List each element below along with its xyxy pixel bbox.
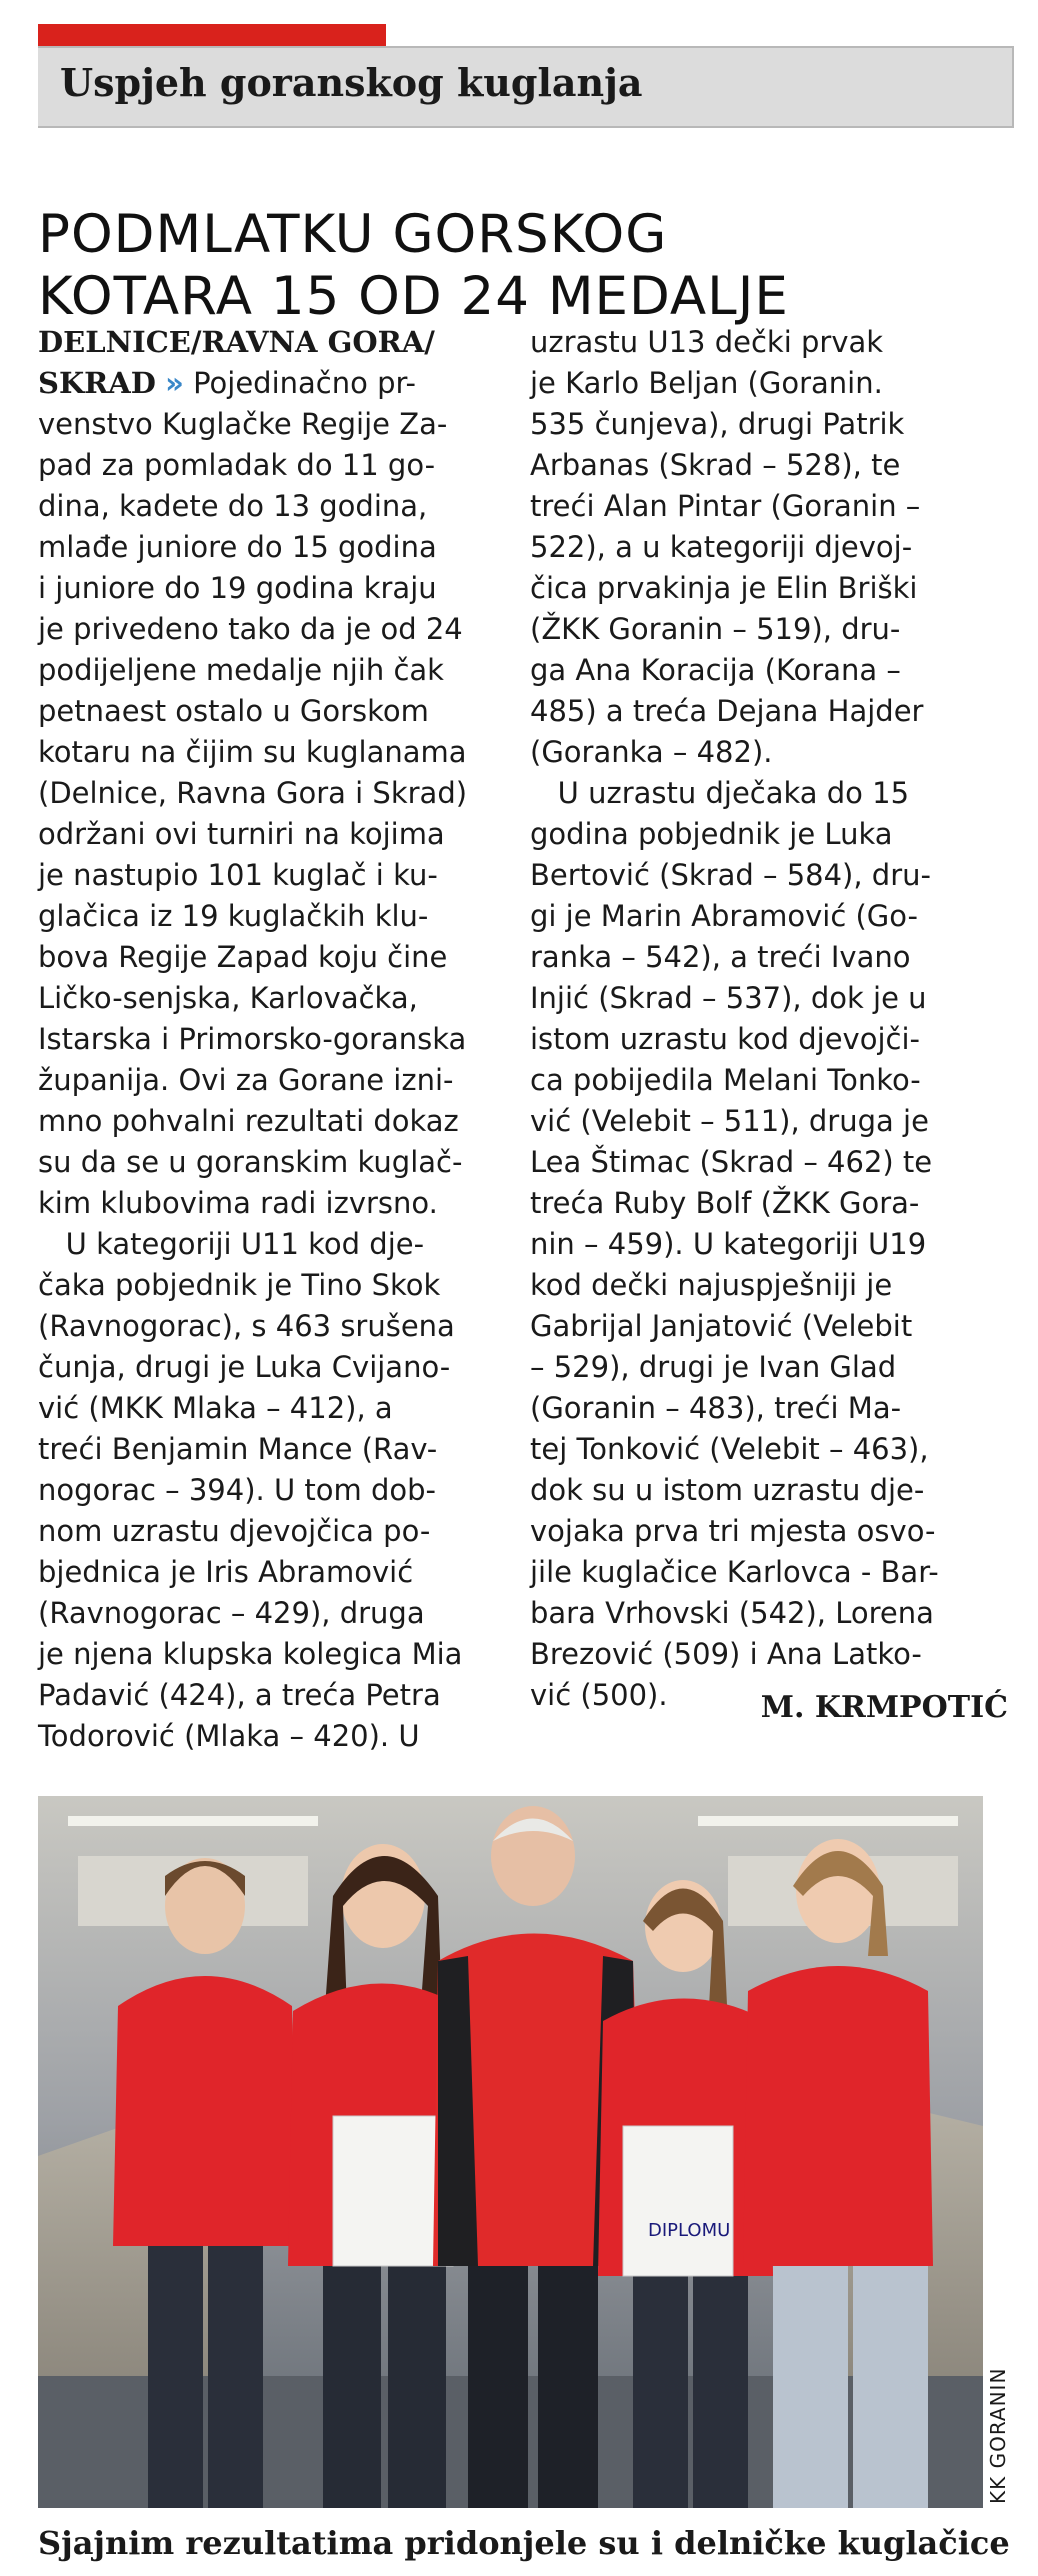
right-column-line: Bertović (Skrad – 584), dru- [530, 858, 931, 892]
right-column-line: nin – 459). U kategoriji U19 [530, 1227, 927, 1261]
right-column-line: Gabrijal Janjatović (Velebit [530, 1309, 913, 1343]
arrow-icon: » [165, 366, 184, 400]
article-column-left [38, 322, 500, 1757]
right-column-line: 522), a u kategoriji djevoj- [530, 530, 913, 564]
left-column-line: održani ovi turniri na kojima [38, 817, 445, 851]
right-column-line: Injić (Skrad – 537), dok je u [530, 981, 927, 1015]
left-column-line: kim klubovima radi izvrsno. [38, 1186, 438, 1220]
left-column-line: dina, kadete do 13 godina, [38, 489, 428, 523]
left-column-line: je njena klupska kolegica Mia [38, 1637, 463, 1671]
photo-credit: KK GORANIN [986, 2367, 1010, 2504]
right-column-line: bara Vrhovski (542), Lorena [530, 1596, 934, 1630]
left-column-line: nogorac – 394). U tom dob- [38, 1473, 436, 1507]
team-photo [38, 1796, 983, 2508]
right-column-line: ga Ana Koracija (Korana – [530, 653, 901, 687]
article-column-right [530, 322, 1006, 1716]
lead-text: Pojedinačno pr- [193, 366, 417, 400]
left-column-line: (Ravnogorac), s 463 srušena [38, 1309, 455, 1343]
right-column-text [530, 322, 1006, 1716]
right-column-line: vić (Velebit – 511), druga je [530, 1104, 929, 1138]
right-column-line: Lea Štimac (Skrad – 462) te [530, 1145, 933, 1179]
left-column-line: venstvo Kuglačke Regije Za- [38, 407, 448, 441]
left-column-line: i juniore do 19 godina kraju [38, 571, 437, 605]
left-column-line: Todorović (Mlaka – 420). U [38, 1719, 420, 1753]
right-column-line: vić (500). [530, 1678, 668, 1712]
left-column-text [38, 404, 500, 1757]
left-column-line: Ličko-senjska, Karlovačka, [38, 981, 418, 1015]
left-column-line: čaka pobjednik je Tino Skok [38, 1268, 441, 1302]
right-column-line: Brezović (509) i Ana Latko- [530, 1637, 922, 1671]
right-column-line: ca pobijedila Melani Tonko- [530, 1063, 921, 1097]
right-column-line: (Goranin – 483), treći Ma- [530, 1391, 902, 1425]
author-byline: M. KRMPOTIĆ [760, 1690, 1008, 1725]
section-kicker: Uspjeh goranskog kuglanja [60, 60, 643, 105]
left-column-line: Padavić (424), a treća Petra [38, 1678, 441, 1712]
dateline-continued [38, 363, 500, 404]
left-column-line: županija. Ovi za Gorane izni- [38, 1063, 454, 1097]
left-column-line: bjednica je Iris Abramović [38, 1555, 414, 1589]
article-headline [38, 204, 1008, 328]
left-column-line: mno pohvalni rezultati dokaz [38, 1104, 459, 1138]
left-column-line: (Ravnogorac – 429), druga [38, 1596, 425, 1630]
right-column-line: treći Alan Pintar (Goranin – [530, 489, 921, 523]
right-column-line: je Karlo Beljan (Goranin. [530, 366, 883, 400]
left-column-line: mlađe juniore do 15 godina [38, 530, 437, 564]
right-column-line: dok su u istom uzrastu dje- [530, 1473, 925, 1507]
left-column-line: je nastupio 101 kuglač i ku- [38, 858, 438, 892]
right-column-line: istom uzrastu kod djevojči- [530, 1022, 920, 1056]
left-column-line: su da se u goranskim kuglač- [38, 1145, 463, 1179]
right-column-line: čica prvakinja je Elin Briški [530, 571, 918, 605]
right-column-line: ranka – 542), a treći Ivano [530, 940, 911, 974]
right-column-line: godina pobjednik je Luka [530, 817, 893, 851]
right-column-line: jile kuglačice Karlovca - Bar- [530, 1555, 939, 1589]
left-column-line: petnaest ostalo u Gorskom [38, 694, 429, 728]
right-column-line: tej Tonković (Velebit – 463), [530, 1432, 929, 1466]
right-column-line: (Goranka – 482). [530, 735, 773, 769]
headline-line-1: PODMLATKU GORSKOG [38, 203, 668, 265]
left-column-line: je privedeno tako da je od 24 [38, 612, 463, 646]
right-column-line: U uzrastu dječaka do 15 [530, 776, 910, 810]
left-column-line: čunja, drugi je Luka Cvijano- [38, 1350, 451, 1384]
right-column-line: 485) a treća Dejana Hajder [530, 694, 924, 728]
diploma-label: DIPLOMU [648, 2220, 731, 2241]
right-column-line: Arbanas (Skrad – 528), te [530, 448, 901, 482]
dateline-place: SKRAD [38, 366, 156, 400]
right-column-line: 535 čunjeva), drugi Patrik [530, 407, 905, 441]
right-column-line: kod dečki najuspješniji je [530, 1268, 893, 1302]
right-column-line: vojaka prva tri mjesta osvo- [530, 1514, 936, 1548]
left-column-line: podijeljene medalje njih čak [38, 653, 444, 687]
left-column-line: Istarska i Primorsko-goranska [38, 1022, 467, 1056]
photo-caption: Sjajnim rezultatima pridonjele su i delničke kuglačice [38, 2524, 1010, 2562]
right-column-line: treća Ruby Bolf (ŽKK Gora- [530, 1186, 920, 1220]
left-column-line: nom uzrastu djevojčica po- [38, 1514, 431, 1548]
left-column-line: treći Benjamin Mance (Rav- [38, 1432, 438, 1466]
team-photo-illustration [38, 1796, 983, 2508]
right-column-line: (ŽKK Goranin – 519), dru- [530, 612, 901, 646]
section-accent-bar [38, 24, 386, 46]
left-column-line: vić (MKK Mlaka – 412), a [38, 1391, 393, 1425]
right-column-line: – 529), drugi je Ivan Glad [530, 1350, 897, 1384]
left-column-line: bova Regije Zapad koju čine [38, 940, 448, 974]
left-column-line: U kategoriji U11 kod dje- [38, 1227, 425, 1261]
left-column-line: (Delnice, Ravna Gora i Skrad) [38, 776, 468, 810]
left-column-line: glačica iz 19 kuglačkih klu- [38, 899, 429, 933]
headline-line-2: KOTARA 15 OD 24 MEDALJE [38, 265, 789, 327]
left-column-line: pad za pomladak do 11 go- [38, 448, 436, 482]
left-column-line: kotaru na čijim su kuglanama [38, 735, 467, 769]
right-column-line: gi je Marin Abramović (Go- [530, 899, 919, 933]
dateline: DELNICE/RAVNA GORA/ [38, 325, 435, 359]
right-column-line: uzrastu U13 dečki prvak [530, 325, 884, 359]
